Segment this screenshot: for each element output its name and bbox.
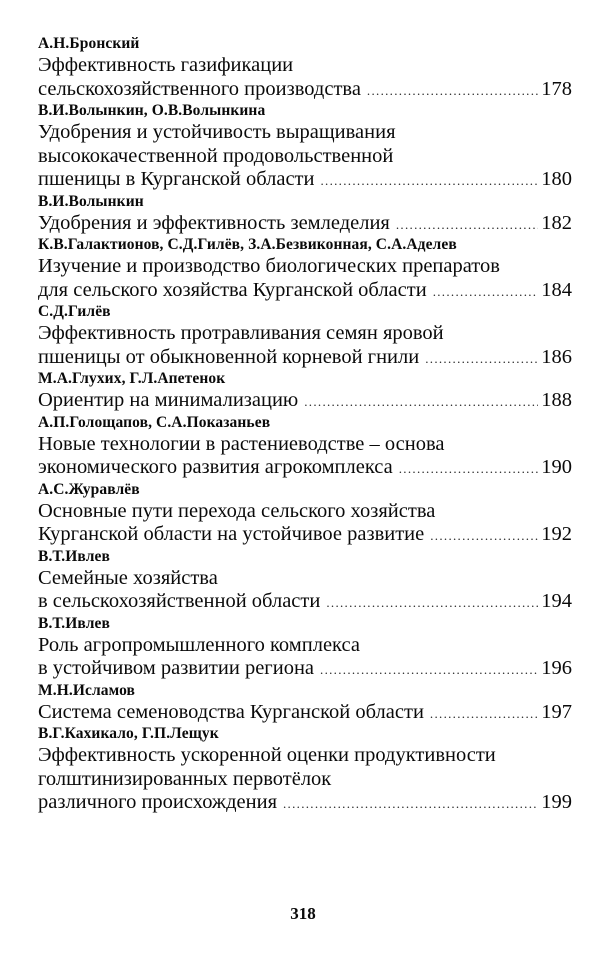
entry-title-last-line [38,279,572,303]
entry-page-number: 199 [541,791,572,813]
entry-title-text: экономического развития агрокомплекса [38,456,393,478]
entry-page-number: 184 [541,278,572,301]
dot-leader [396,213,538,237]
entry-title-last-line [38,456,572,480]
entry-page-number: 190 [541,456,572,478]
entry-title-line: Эффективность газификации [38,54,294,76]
dot-leader [320,169,538,193]
entry-page-number: 197 [541,700,572,723]
entry-title-last-line [38,78,572,102]
entry-title-last-line [38,523,572,547]
entry-authors: К.В.Галактионов, С.Д.Гилёв, З.А.Безвиконная, С.А.Аделев [38,236,457,253]
toc-entry [38,547,572,614]
dot-leader [283,792,538,816]
dot-leader [326,591,538,615]
entry-authors: В.Т.Ивлев [38,614,110,632]
entry-page-number: 186 [541,345,572,368]
toc-entry [38,413,572,480]
entry-title-text: различного происхождения [38,791,277,813]
entry-title-line: Основные пути перехода сельского хозяйства [38,499,436,522]
entry-title-text: Курганской области на устойчивое развитие [38,523,425,545]
toc-entry [38,34,572,101]
entry-page-number: 194 [541,590,572,612]
entry-authors: А.Н.Бронский [38,35,140,52]
page-number: 318 [290,904,316,923]
dot-leader [430,524,538,548]
table-of-contents [38,34,572,815]
dot-leader [425,347,538,371]
entry-title-last-line [38,701,572,725]
entry-authors: М.А.Глухих, Г.Л.Апетенок [38,370,226,387]
entry-title-text: пшеницы в Курганской области [38,168,315,190]
entry-title-line: Новые технологии в растениеводстве – основа [38,432,445,455]
entry-page-number: 188 [541,389,572,411]
entry-authors: В.И.Волынкин [38,192,144,210]
entry-title-text: Удобрения и эффективность земледелия [38,211,390,234]
entry-title-line: Эффективность протравливания семян яровой [38,322,444,344]
entry-title-line: Семейные хозяйства [38,566,218,589]
entry-title-line: Изучение и производство биологических препаратов [38,255,500,277]
entry-authors: В.Т.Ивлев [38,547,110,565]
entry-page-number: 180 [541,168,572,190]
entry-title-last-line [38,389,572,413]
entry-page-number: 196 [541,657,572,679]
entry-authors: А.П.Голощапов, С.А.Показаньев [38,413,271,431]
entry-authors: В.Г.Кахикало, Г.П.Лещук [38,725,219,742]
entry-title-last-line [38,168,572,192]
toc-entry [38,681,572,725]
dot-leader [320,658,538,682]
entry-title-text: Ориентир на минимализацию [38,389,299,411]
entry-title-last-line [38,791,572,815]
entry-page-number: 192 [541,523,572,545]
toc-entry [38,192,572,236]
dot-leader [433,280,539,304]
entry-authors: В.И.Волынкин, О.В.Волынкина [38,102,266,119]
entry-title-last-line [38,212,572,236]
entry-page-number: 182 [541,211,572,234]
toc-entry [38,101,572,192]
toc-entry [38,302,572,369]
entry-title-text: в сельскохозяйственной области [38,590,321,612]
toc-entry [38,480,572,547]
entry-title-text: в устойчивом развитии региона [38,657,315,679]
entry-title-last-line [38,346,572,370]
entry-title-line: голштинизированных первотёлок [38,767,332,790]
entry-title-last-line [38,590,572,614]
entry-title-text: сельскохозяйственного производства [38,77,361,100]
dot-leader [399,457,539,481]
entry-authors: С.Д.Гилёв [38,303,111,320]
dot-leader [367,79,538,103]
entry-title-line: Удобрения и устойчивость выращивания [38,121,396,143]
toc-entry [38,614,572,681]
entry-title-text: Система семеноводства Курганской области [38,700,424,723]
toc-entry [38,724,572,815]
entry-title-line: Роль агропромышленного комплекса [38,633,360,656]
entry-title-text: для сельского хозяйства Курганской области [38,278,427,301]
entry-title-line: Эффективность ускоренной оценки продуктивности [38,744,496,766]
entry-title-line: высококачественной продовольственной [38,144,394,167]
entry-title-text: пшеницы от обыкновенной корневой гнили [38,345,420,368]
dot-leader [430,702,538,726]
dot-leader [304,390,538,414]
entry-authors: А.С.Журавлёв [38,480,140,498]
entry-page-number: 178 [541,77,572,100]
toc-entry [38,235,572,302]
entry-title-last-line [38,657,572,681]
entry-authors: М.Н.Исламов [38,681,136,699]
toc-entry [38,369,572,413]
